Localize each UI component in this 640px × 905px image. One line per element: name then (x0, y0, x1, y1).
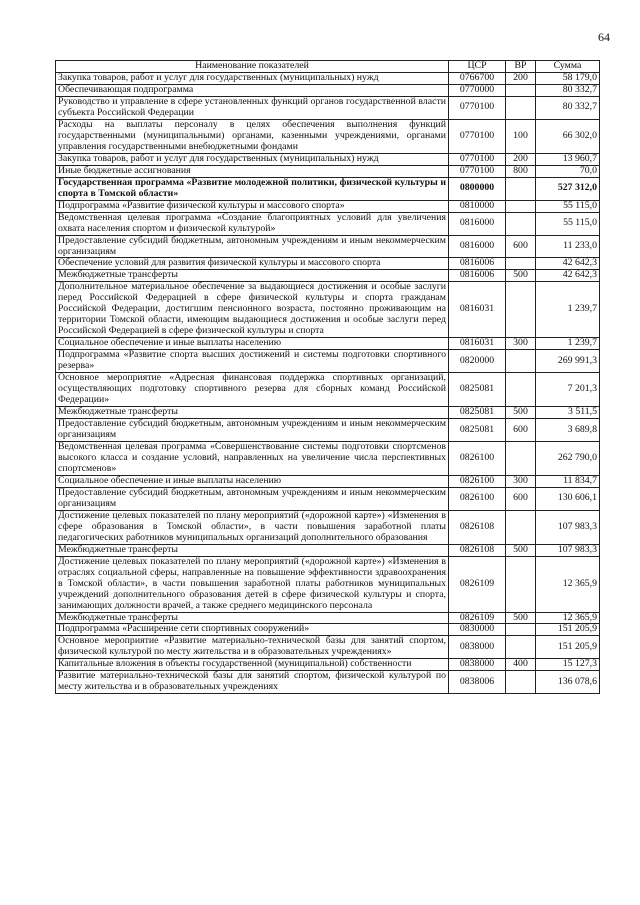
row-sum-cell: 58 179,0 (536, 72, 600, 84)
row-csr-cell: 0826100 (449, 441, 506, 475)
row-sum-cell: 15 127,3 (536, 659, 600, 671)
table-row (56, 153, 600, 165)
row-vr-cell (506, 510, 536, 544)
row-csr-cell: 0826109 (449, 612, 506, 624)
row-name-cell: Межбюджетные трансферты (56, 612, 449, 624)
row-sum-cell: 70,0 (536, 165, 600, 177)
row-vr-cell (506, 636, 536, 659)
table-row (56, 612, 600, 624)
row-name-cell: Иные бюджетные ассигнования (56, 165, 449, 177)
row-name-cell: Достижение целевых показателей по плану мероприятий («дорожной карте») «Изменения в отраслях социальной сферы, направленные на повышение эффективности здравоохранения в Томской области», в части повышения заработной платы работников муниципальных учреждений дополнительного образования детей в сфере физической культуры и спорта, занимающих должности врачей, а также среднего медицинского персонала (56, 556, 449, 612)
table-row (56, 659, 600, 671)
row-csr-cell: 0816006 (449, 270, 506, 282)
row-csr-cell: 0816000 (449, 212, 506, 235)
row-vr-cell: 300 (506, 475, 536, 487)
row-vr-cell (506, 212, 536, 235)
row-csr-cell: 0770100 (449, 96, 506, 119)
row-sum-cell: 3 511,5 (536, 407, 600, 419)
row-name-cell: Подпрограмма «Расширение сети спортивных сооружений» (56, 624, 449, 636)
row-sum-cell: 11 233,0 (536, 235, 600, 258)
row-sum-cell: 262 790,0 (536, 441, 600, 475)
table-row (56, 200, 600, 212)
row-csr-cell: 0838000 (449, 636, 506, 659)
table-row (56, 165, 600, 177)
row-vr-cell (506, 177, 536, 200)
row-csr-cell: 0770100 (449, 153, 506, 165)
table-row (56, 636, 600, 659)
row-sum-cell: 80 332,7 (536, 84, 600, 96)
table-row (56, 177, 600, 200)
row-name-cell: Государственная программа «Развитие молодежной политики, физической культуры и спорта в Томской области» (56, 177, 449, 200)
table-row (56, 119, 600, 153)
row-csr-cell: 0826100 (449, 487, 506, 510)
row-csr-cell: 0838006 (449, 671, 506, 694)
row-sum-cell: 130 606,1 (536, 487, 600, 510)
table-body (56, 72, 600, 693)
row-sum-cell: 527 312,0 (536, 177, 600, 200)
row-csr-cell: 0826108 (449, 544, 506, 556)
row-vr-cell (506, 373, 536, 407)
table-row (56, 282, 600, 338)
row-vr-cell: 600 (506, 235, 536, 258)
row-csr-cell: 0770100 (449, 119, 506, 153)
row-csr-cell: 0766700 (449, 72, 506, 84)
row-vr-cell: 200 (506, 153, 536, 165)
row-name-cell: Подпрограмма «Развитие физической культуры и массового спорта» (56, 200, 449, 212)
row-name-cell: Социальное обеспечение и иные выплаты населению (56, 338, 449, 350)
row-csr-cell: 0816006 (449, 258, 506, 270)
row-name-cell: Межбюджетные трансферты (56, 544, 449, 556)
row-vr-cell (506, 441, 536, 475)
row-sum-cell: 151 205,9 (536, 624, 600, 636)
table-row (56, 419, 600, 442)
row-csr-cell: 0800000 (449, 177, 506, 200)
row-csr-cell: 0826109 (449, 556, 506, 612)
table-row (56, 407, 600, 419)
row-csr-cell: 0770100 (449, 165, 506, 177)
row-sum-cell: 269 991,3 (536, 350, 600, 373)
table-row (56, 258, 600, 270)
row-vr-cell: 800 (506, 165, 536, 177)
table-header-row (56, 61, 600, 73)
row-vr-cell: 100 (506, 119, 536, 153)
table-row (56, 338, 600, 350)
table-row (56, 72, 600, 84)
row-vr-cell (506, 624, 536, 636)
row-name-cell: Обеспечение условий для развития физической культуры и массового спорта (56, 258, 449, 270)
row-sum-cell: 12 365,9 (536, 612, 600, 624)
row-sum-cell: 55 115,0 (536, 200, 600, 212)
row-name-cell: Ведомственная целевая программа «Создание благоприятных условий для увеличения охвата населения спортом и физической культурой» (56, 212, 449, 235)
row-name-cell: Подпрограмма «Развитие спорта высших достижений и системы подготовки спортивного резерва» (56, 350, 449, 373)
row-csr-cell: 0826108 (449, 510, 506, 544)
row-name-cell: Руководство и управление в сфере установленных функций органов государственной власти субъекта Российской Федерации (56, 96, 449, 119)
row-name-cell: Дополнительное материальное обеспечение за выдающиеся достижения и особые заслуги перед Российской Федерацией в сфере физической культуры и спорта гражданам Российской Федерации, достигшим пенсионного возраста, постоянно проживающим на территории Томской области, имеющим выдающиеся достижения и особые заслуги перед Российской Федерацией в сфере физической культуры и спорта (56, 282, 449, 338)
row-vr-cell: 500 (506, 407, 536, 419)
row-name-cell: Основное мероприятие «Адресная финансовая поддержка спортивных организаций, осуществляющих подготовку спортивного резерва для сборных команд Российской Федерации» (56, 373, 449, 407)
row-csr-cell: 0816000 (449, 235, 506, 258)
table-row (56, 487, 600, 510)
row-name-cell: Межбюджетные трансферты (56, 407, 449, 419)
table-row (56, 544, 600, 556)
row-sum-cell: 7 201,3 (536, 373, 600, 407)
row-vr-cell: 400 (506, 659, 536, 671)
row-sum-cell: 12 365,9 (536, 556, 600, 612)
header-vr: ВР (506, 61, 536, 73)
row-sum-cell: 1 239,7 (536, 282, 600, 338)
table-row (56, 235, 600, 258)
row-vr-cell: 500 (506, 544, 536, 556)
row-name-cell: Социальное обеспечение и иные выплаты населению (56, 475, 449, 487)
row-name-cell: Развитие материально-технической базы для занятий спортом, физической культурой по месту жительства и в образовательных учреждениях (56, 671, 449, 694)
header-name: Наименование показателей (56, 61, 449, 73)
row-sum-cell: 11 834,7 (536, 475, 600, 487)
row-vr-cell: 600 (506, 419, 536, 442)
row-sum-cell: 151 205,9 (536, 636, 600, 659)
table-row (56, 373, 600, 407)
row-sum-cell: 3 689,8 (536, 419, 600, 442)
table-row (56, 510, 600, 544)
header-sum: Сумма (536, 61, 600, 73)
row-vr-cell: 500 (506, 270, 536, 282)
row-name-cell: Закупка товаров, работ и услуг для государственных (муниципальных) нужд (56, 153, 449, 165)
row-name-cell: Основное мероприятие «Развитие материально-технической базы для занятий спортом, физической культурой по месту жительства и в образовательных учреждениях» (56, 636, 449, 659)
table-row (56, 475, 600, 487)
row-vr-cell: 600 (506, 487, 536, 510)
row-sum-cell: 107 983,3 (536, 510, 600, 544)
row-sum-cell: 1 239,7 (536, 338, 600, 350)
row-name-cell: Предоставление субсидий бюджетным, автономным учреждениям и иным некоммерческим организациям (56, 487, 449, 510)
row-sum-cell: 42 642,3 (536, 258, 600, 270)
row-sum-cell: 55 115,0 (536, 212, 600, 235)
row-sum-cell: 80 332,7 (536, 96, 600, 119)
row-csr-cell: 0838000 (449, 659, 506, 671)
page-number: 64 (598, 30, 610, 44)
table-row (56, 84, 600, 96)
table-row (56, 96, 600, 119)
row-vr-cell (506, 258, 536, 270)
row-name-cell: Капитальные вложения в объекты государственной (муниципальной) собственности (56, 659, 449, 671)
row-csr-cell: 0810000 (449, 200, 506, 212)
table-row (56, 624, 600, 636)
row-name-cell: Предоставление субсидий бюджетным, автономным учреждениям и иным некоммерческим организациям (56, 419, 449, 442)
row-name-cell: Ведомственная целевая программа «Совершенствование системы подготовки спортсменов высокого класса и создание условий, направленных на увеличение числа перспективных спортсменов» (56, 441, 449, 475)
row-vr-cell: 200 (506, 72, 536, 84)
row-csr-cell: 0816031 (449, 282, 506, 338)
row-csr-cell: 0830000 (449, 624, 506, 636)
row-csr-cell: 0770000 (449, 84, 506, 96)
row-sum-cell: 66 302,0 (536, 119, 600, 153)
row-csr-cell: 0825081 (449, 407, 506, 419)
table-row (56, 350, 600, 373)
row-name-cell: Расходы на выплаты персоналу в целях обеспечения выполнения функций государственными (муниципальными) органами, казенными учреждениями, органами управления государственными внебюджетными фондами (56, 119, 449, 153)
row-vr-cell (506, 350, 536, 373)
table-row (56, 671, 600, 694)
table-row (56, 556, 600, 612)
row-sum-cell: 42 642,3 (536, 270, 600, 282)
header-csr: ЦСР (449, 61, 506, 73)
row-vr-cell (506, 200, 536, 212)
row-vr-cell (506, 96, 536, 119)
row-name-cell: Межбюджетные трансферты (56, 270, 449, 282)
table-row (56, 212, 600, 235)
row-name-cell: Обеспечивающая подпрограмма (56, 84, 449, 96)
row-csr-cell: 0816031 (449, 338, 506, 350)
row-sum-cell: 136 078,6 (536, 671, 600, 694)
row-name-cell: Предоставление субсидий бюджетным, автономным учреждениям и иным некоммерческим организациям (56, 235, 449, 258)
row-vr-cell (506, 282, 536, 338)
table-row (56, 441, 600, 475)
row-csr-cell: 0825081 (449, 373, 506, 407)
row-vr-cell (506, 84, 536, 96)
row-vr-cell: 500 (506, 612, 536, 624)
table-row (56, 270, 600, 282)
row-name-cell: Закупка товаров, работ и услуг для государственных (муниципальных) нужд (56, 72, 449, 84)
row-sum-cell: 107 983,3 (536, 544, 600, 556)
row-vr-cell: 300 (506, 338, 536, 350)
row-csr-cell: 0825081 (449, 419, 506, 442)
row-vr-cell (506, 671, 536, 694)
row-name-cell: Достижение целевых показателей по плану мероприятий («дорожной карте») «Изменения в сфере образования в Томской области», в части повышения заработной платы педагогических работников муниципальных организаций дополнительного образования (56, 510, 449, 544)
row-sum-cell: 13 960,7 (536, 153, 600, 165)
row-csr-cell: 0826100 (449, 475, 506, 487)
row-vr-cell (506, 556, 536, 612)
row-csr-cell: 0820000 (449, 350, 506, 373)
budget-table (55, 60, 600, 694)
